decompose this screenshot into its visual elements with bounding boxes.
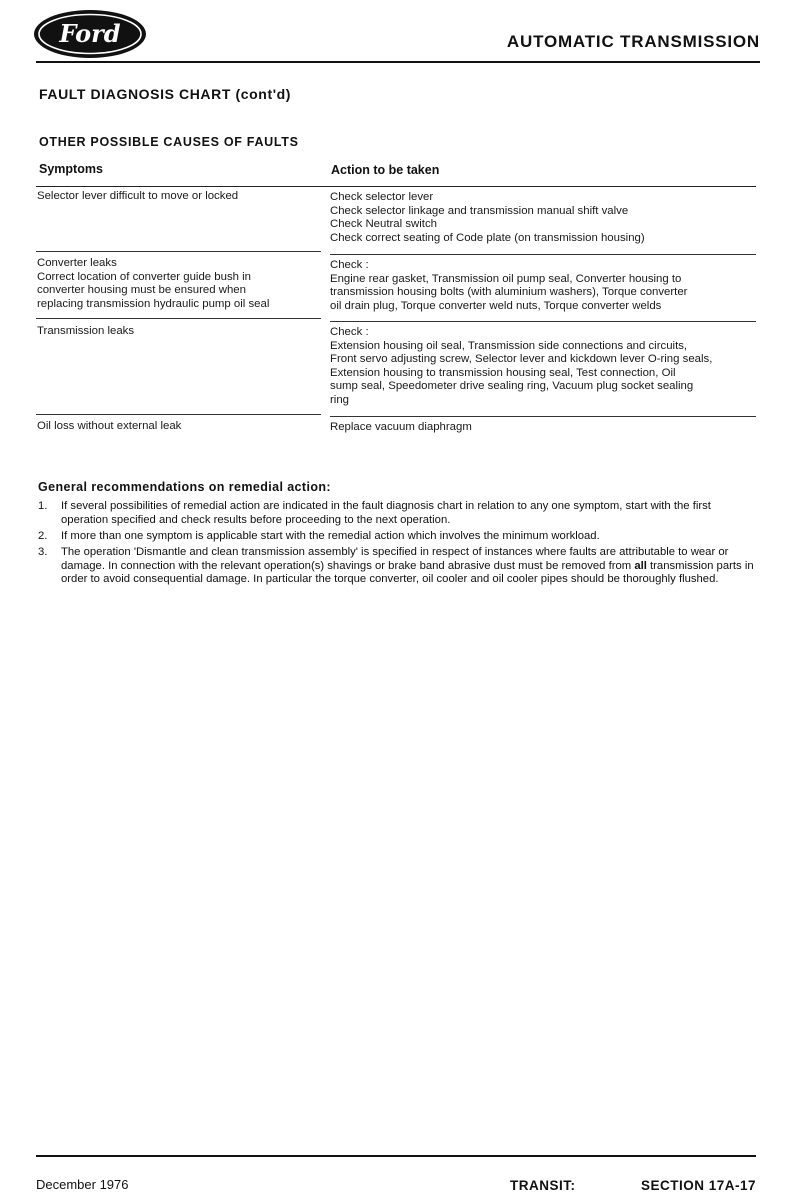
action-line: Extension housing to transmission housing seal, Test connection, Oil xyxy=(330,366,676,379)
table-row-divider xyxy=(36,414,321,415)
action-line: Check selector linkage and transmission manual shift valve xyxy=(330,204,629,217)
symptom-line: Selector lever difficult to move or locked xyxy=(37,190,239,202)
recommendation-text-part: transmission parts in order to avoid consequential damage. In particular the torque converter, oil cooler and oil cooler pipes should be thoroughly flushed. xyxy=(61,559,754,585)
recommendation-item xyxy=(38,546,760,602)
table-row-3-symptom xyxy=(37,325,319,339)
table-row-divider xyxy=(36,251,321,252)
recommendation-text-part: The operation 'Dismantle and clean transmission assembly' is specified in respect of instances where faults are attributable to wear or damage. In connection with the relevant operation(s) shavings or brake band abrasive dust must be removed from xyxy=(61,546,729,572)
action-line: sump seal, Speedometer drive sealing ring, Vacuum plug socket sealing xyxy=(330,380,694,393)
table-row-divider xyxy=(330,321,756,322)
action-line: Front servo adjusting screw, Selector lever and kickdown lever O-ring seals, xyxy=(330,353,713,366)
action-line: Check : xyxy=(330,259,369,271)
recommendation-number: 3. xyxy=(38,546,48,558)
ford-logo xyxy=(32,8,148,60)
recommendation-number: 1. xyxy=(38,500,48,512)
header-rule xyxy=(36,61,760,63)
document-title: AUTOMATIC TRANSMISSION xyxy=(506,32,760,51)
symptom-line: replacing transmission hydraulic pump oil seal xyxy=(37,297,270,310)
table-row-divider xyxy=(330,254,756,255)
action-line: Extension housing oil seal, Transmission side connections and circuits, xyxy=(330,339,688,352)
recommendation-item xyxy=(38,500,760,528)
symptom-line: Correct location of converter guide bush in xyxy=(37,270,252,283)
symptom-line: converter housing must be ensured when xyxy=(37,284,246,297)
action-line: Replace vacuum diaphragm xyxy=(330,421,472,433)
recommendation-emphasis: all xyxy=(634,559,647,572)
table-row-3-action xyxy=(330,326,760,408)
action-line: Check Neutral switch xyxy=(330,218,437,231)
table-row-1-symptom xyxy=(37,190,319,204)
table-row-divider xyxy=(36,318,321,319)
footer-section: SECTION 17A-17 xyxy=(640,1178,756,1193)
table-row-1-action xyxy=(330,191,760,245)
logo-wordmark: Ford xyxy=(59,19,121,48)
recommendation-item xyxy=(38,530,760,544)
action-line: Check selector lever xyxy=(330,191,434,203)
column-header-symptoms: Symptoms xyxy=(39,162,103,176)
table-row-4-action xyxy=(330,421,760,435)
recommendation-text xyxy=(61,546,761,587)
recommendation-text: If several possibilities of remedial action are indicated in the fault diagnosis chart in relation to any one symptom, start with the first operation specified and check results before proceeding to the next operation. xyxy=(61,500,711,526)
table-row-2-action xyxy=(330,259,760,313)
action-line: transmission housing bolts (with aluminium washers), Torque converter xyxy=(330,286,688,299)
action-line: oil drain plug, Torque converter weld nuts, Torque converter welds xyxy=(330,299,662,312)
action-line: Engine rear gasket, Transmission oil pump seal, Converter housing to xyxy=(330,272,682,285)
symptom-line: Oil loss without external leak xyxy=(37,420,182,432)
column-header-action: Action to be taken xyxy=(331,163,440,177)
footer-model: TRANSIT: xyxy=(510,1178,576,1193)
symptom-line: Transmission leaks xyxy=(37,325,135,337)
chart-heading: FAULT DIAGNOSIS CHART (cont'd) xyxy=(39,86,292,102)
recommendations-heading: General recommendations on remedial action: xyxy=(38,480,331,494)
table-row-4-symptom xyxy=(37,420,319,434)
recommendation-number: 2. xyxy=(38,530,48,542)
symptom-line: Converter leaks xyxy=(37,257,117,269)
table-row-divider xyxy=(330,416,756,417)
action-line: Check : xyxy=(330,326,369,338)
footer-rule xyxy=(36,1155,756,1157)
footer-date: December 1976 xyxy=(36,1177,129,1192)
section-heading: OTHER POSSIBLE CAUSES OF FAULTS xyxy=(39,135,299,149)
table-header-rule xyxy=(36,186,756,187)
action-line: Check correct seating of Code plate (on transmission housing) xyxy=(330,231,645,244)
action-line: ring xyxy=(330,393,349,406)
table-row-2-symptom xyxy=(37,257,319,311)
recommendation-text: If more than one symptom is applicable start with the remedial action which involves the minimum workload. xyxy=(61,530,600,542)
